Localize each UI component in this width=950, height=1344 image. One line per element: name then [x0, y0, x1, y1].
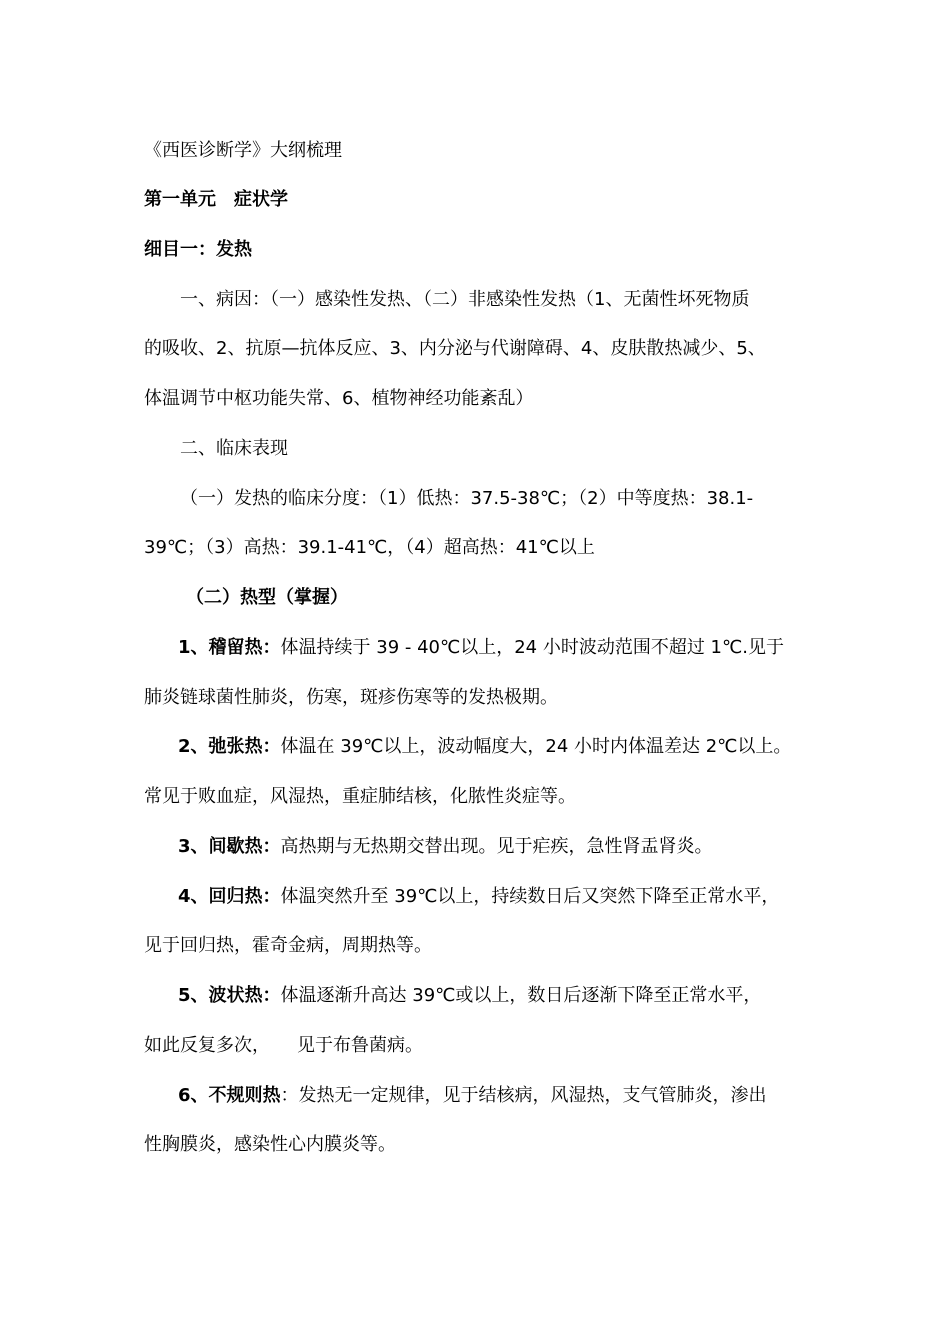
type-4-sep: ：	[262, 886, 281, 907]
cause-line-2: 的吸收、2、抗原—抗体反应、3、内分泌与代谢障碍、4、皮肤散热减少、5、	[144, 338, 766, 359]
type-1-line-1	[178, 636, 784, 660]
type-3-sep: ：	[262, 836, 281, 857]
grade-line-2: 39℃；（3）高热：39.1-41℃，（4）超高热：41℃以上	[144, 537, 595, 558]
doc-title: 《西医诊断学》大纲梳理	[144, 140, 342, 161]
type-4-line-1	[178, 885, 779, 909]
type-6-line-2: 性胸膜炎，感染性心内膜炎等。	[144, 1134, 396, 1155]
type-3-label: 3、间歇热	[178, 836, 263, 857]
type-1-line-2: 肺炎链球菌性肺炎，伤寒，斑疹伤寒等的发热极期。	[144, 687, 558, 708]
type-2-text: 体温在 39℃以上，波动幅度大，24 小时内体温差达 2℃以上。	[280, 736, 792, 757]
type-2-line-2: 常见于败血症，风湿热，重症肺结核，化脓性炎症等。	[144, 786, 576, 807]
cause-line-3: 体温调节中枢功能失常、6、植物神经功能紊乱）	[144, 388, 534, 409]
clinical-heading: 二、临床表现	[180, 438, 288, 459]
grade-line-1: （一）发热的临床分度：（1）低热：37.5-38℃；（2）中等度热：38.1-	[180, 488, 754, 509]
type-2-sep: ：	[262, 736, 281, 757]
type-6-text: 发热无一定规律，见于结核病，风湿热，支气管肺炎，渗出	[298, 1085, 767, 1106]
cause-line-1: 一、病因：（一）感染性发热、（二）非感染性发热（1、无菌性坏死物质	[180, 289, 750, 310]
type-4-text: 体温突然升至 39℃以上，持续数日后又突然下降至正常水平，	[280, 886, 780, 907]
type-4-line-2: 见于回归热，霍奇金病，周期热等。	[144, 935, 432, 956]
type-1-sep: ：	[262, 637, 281, 658]
type-4-label: 4、回归热	[178, 886, 263, 907]
type-6-sep: ：	[280, 1085, 299, 1106]
item-heading: 细目一：发热	[144, 239, 252, 260]
type-5-label: 5、波状热	[178, 985, 263, 1006]
type-1-label: 1、稽留热	[178, 637, 263, 658]
type-5-line-1	[178, 984, 761, 1008]
type-2-line-1	[178, 735, 791, 759]
type-5-line-2: 如此反复多次， 见于布鲁菌病。	[144, 1035, 423, 1056]
type-3-text: 高热期与无热期交替出现。见于疟疾，急性肾盂肾炎。	[280, 836, 713, 857]
type-6-line-1	[178, 1084, 767, 1108]
type-1-text: 体温持续于 39 - 40℃以上，24 小时波动范围不超过 1℃.见于	[280, 637, 784, 658]
type-5-sep: ：	[262, 985, 281, 1006]
type-2-label: 2、弛张热	[178, 736, 263, 757]
type-5-text: 体温逐渐升高达 39℃或以上，数日后逐渐下降至正常水平，	[280, 985, 762, 1006]
type-6-label: 6、不规则热	[178, 1085, 281, 1106]
unit-heading: 第一单元 症状学	[144, 189, 288, 210]
types-heading: （二）热型（掌握）	[186, 587, 348, 608]
type-3-line-1	[178, 835, 713, 859]
